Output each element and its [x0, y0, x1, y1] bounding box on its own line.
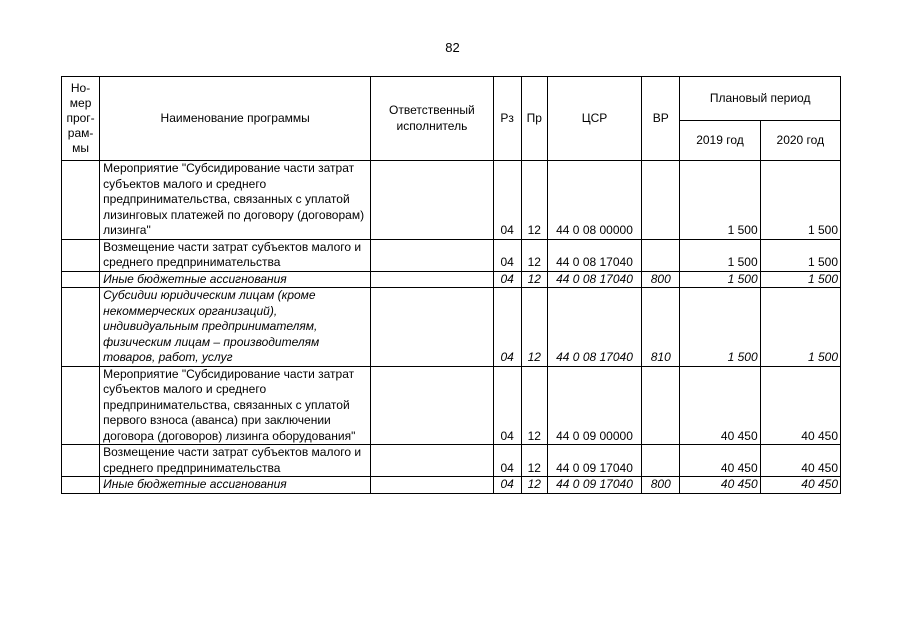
header-vr: ВР — [642, 77, 680, 161]
cell-2020: 1 500 — [760, 288, 840, 367]
cell-vr: 810 — [642, 288, 680, 367]
cell-vr — [642, 366, 680, 445]
cell-2019: 1 500 — [680, 239, 760, 271]
cell-program-name: Мероприятие "Субсидирование части затрат субъектов малого и среднего предпринимательства, связанных с уплатой лизинговых платежей по договору (договорам) лизинга" — [100, 161, 371, 240]
table-row — [62, 239, 841, 271]
header-program-number: Но-мер прог-рам-мы — [62, 77, 100, 161]
cell-csr: 44 0 08 17040 — [547, 239, 641, 271]
cell-executor — [371, 161, 493, 240]
table-row — [62, 271, 841, 288]
cell-pr: 12 — [521, 271, 547, 288]
cell-2019: 1 500 — [680, 271, 760, 288]
cell-executor — [371, 366, 493, 445]
cell-number — [62, 477, 100, 494]
cell-pr: 12 — [521, 161, 547, 240]
cell-number — [62, 239, 100, 271]
cell-program-name: Субсидии юридическим лицам (кроме некоммерческих организаций), индивидуальным предпринимателям, физическим лицам – производителям товаров, работ, услуг — [100, 288, 371, 367]
cell-vr: 800 — [642, 271, 680, 288]
cell-number — [62, 271, 100, 288]
cell-number — [62, 445, 100, 477]
cell-number — [62, 288, 100, 367]
header-csr: ЦСР — [547, 77, 641, 161]
table-row — [62, 161, 841, 240]
cell-csr: 44 0 08 17040 — [547, 271, 641, 288]
cell-program-name: Возмещение части затрат субъектов малого и среднего предпринимательства — [100, 239, 371, 271]
cell-2020: 40 450 — [760, 477, 840, 494]
cell-program-name: Иные бюджетные ассигнования — [100, 477, 371, 494]
cell-program-name: Возмещение части затрат субъектов малого и среднего предпринимательства — [100, 445, 371, 477]
page-number: 82 — [445, 40, 460, 55]
cell-csr: 44 0 09 00000 — [547, 366, 641, 445]
cell-executor — [371, 445, 493, 477]
cell-2019: 1 500 — [680, 288, 760, 367]
header-program-name: Наименование программы — [100, 77, 371, 161]
header-year-2020: 2020 год — [760, 121, 840, 161]
cell-pr: 12 — [521, 288, 547, 367]
table-row — [62, 445, 841, 477]
cell-2020: 1 500 — [760, 271, 840, 288]
cell-csr: 44 0 09 17040 — [547, 477, 641, 494]
cell-rz: 04 — [493, 366, 521, 445]
cell-csr: 44 0 08 00000 — [547, 161, 641, 240]
cell-2020: 40 450 — [760, 366, 840, 445]
cell-vr — [642, 161, 680, 240]
cell-2019: 40 450 — [680, 366, 760, 445]
cell-rz: 04 — [493, 288, 521, 367]
cell-rz: 04 — [493, 271, 521, 288]
cell-csr: 44 0 08 17040 — [547, 288, 641, 367]
header-executor: Ответственный исполнитель — [371, 77, 493, 161]
cell-2020: 1 500 — [760, 239, 840, 271]
budget-table — [61, 76, 841, 494]
cell-vr: 800 — [642, 477, 680, 494]
cell-2020: 1 500 — [760, 161, 840, 240]
cell-executor — [371, 271, 493, 288]
table-row — [62, 477, 841, 494]
cell-executor — [371, 477, 493, 494]
cell-2019: 40 450 — [680, 445, 760, 477]
cell-2019: 40 450 — [680, 477, 760, 494]
cell-program-name: Иные бюджетные ассигнования — [100, 271, 371, 288]
cell-pr: 12 — [521, 445, 547, 477]
header-rz: Рз — [493, 77, 521, 161]
cell-rz: 04 — [493, 477, 521, 494]
cell-pr: 12 — [521, 366, 547, 445]
cell-executor — [371, 239, 493, 271]
table-row — [62, 366, 841, 445]
header-year-2019: 2019 год — [680, 121, 760, 161]
cell-number — [62, 366, 100, 445]
cell-program-name: Мероприятие "Субсидирование части затрат субъектов малого и среднего предпринимательства, связанных с уплатой первого взноса (аванса) при заключении договора (договоров) лизинга оборудования" — [100, 366, 371, 445]
cell-rz: 04 — [493, 239, 521, 271]
header-pr: Пр — [521, 77, 547, 161]
cell-number — [62, 161, 100, 240]
cell-2020: 40 450 — [760, 445, 840, 477]
table-row — [62, 288, 841, 367]
cell-executor — [371, 288, 493, 367]
header-planned-period: Плановый период — [680, 77, 841, 121]
cell-2019: 1 500 — [680, 161, 760, 240]
cell-rz: 04 — [493, 161, 521, 240]
cell-vr — [642, 445, 680, 477]
cell-rz: 04 — [493, 445, 521, 477]
cell-vr — [642, 239, 680, 271]
cell-pr: 12 — [521, 477, 547, 494]
cell-csr: 44 0 09 17040 — [547, 445, 641, 477]
cell-pr: 12 — [521, 239, 547, 271]
